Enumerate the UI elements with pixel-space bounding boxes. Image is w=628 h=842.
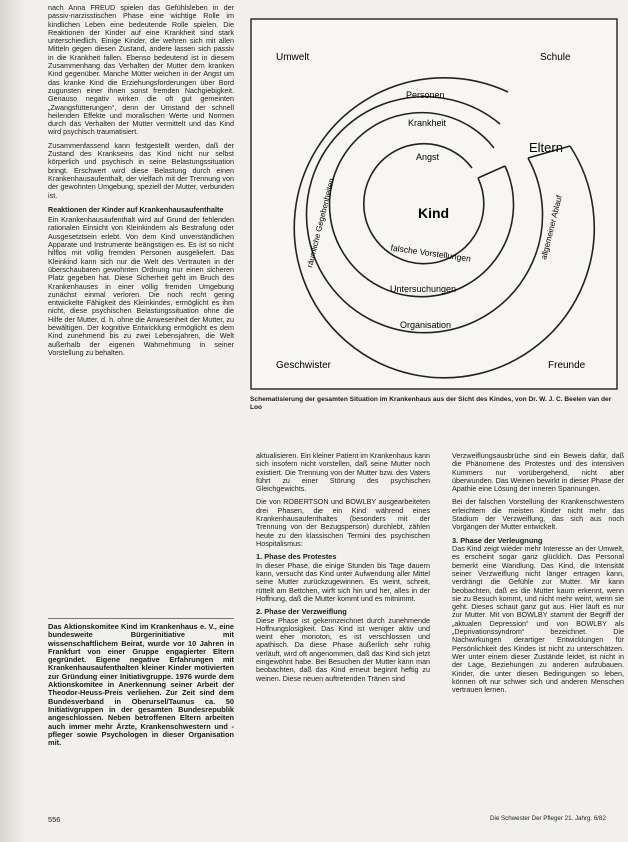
label-angst: Angst xyxy=(416,152,440,162)
heading-phase-verleugnung: 3. Phase der Verleugnung xyxy=(452,535,543,545)
label-kind: Kind xyxy=(418,205,450,221)
section-heading-reaktionen: Reaktionen der Kinder auf Krankenhausaufenthalte xyxy=(48,204,224,214)
heading-phase-protest: 1. Phase des Protestes xyxy=(256,552,337,562)
right-paragraph-2: Bei der falschen Vorstellung der Krankenschwestern erleichtern die meisten Kinder nicht mehr das Stadium der Verzweiflung, das sich aus noch Vorgängen der Mutter entwickelt. xyxy=(452,497,624,532)
left-paragraph-2: Zusammenfassend kann festgestellt werden, daß der Zustand des Krankseins das Kind nicht nur selbst körperlich und psychisch in seine Belastungssituation bringt. Erschwert wird diese Belastung durch einen Krankenhausaufenthalt, der vielfach mit der Trennung von der gewohnten Umgebung, speziell der Mutter, verbunden ist. xyxy=(48,140,234,200)
middle-paragraph-1: aktualisieren. Ein kleiner Patient im Krankenhaus kann sich insofern nicht vorstellen, daß seine Mutter noch existiert. Die Trennung von der Mutter bzw. des Vaters führt zu einer Störung des psychischen Gleichgewichts. xyxy=(256,451,430,494)
label-falsche-vorstellungen: falsche Vorstellungen xyxy=(390,242,472,264)
label-eltern: Eltern xyxy=(529,140,563,155)
left-text-column xyxy=(48,4,234,362)
middle-text-column xyxy=(256,452,430,688)
label-geschwister: Geschwister xyxy=(276,360,332,371)
middle-paragraph-2: Die von ROBERTSON und BOWLBY ausgearbeiteten drei Phasen, die ein Kind während eines Krankenhausaufenthaltes (besonders mit der Trennung von der Bezugsperson) durchlebt, zählen heute zu den klassischen Termini des psychischen Hospitalismus: xyxy=(256,497,430,548)
page-number: 556 xyxy=(48,815,61,824)
diagram-caption: Schematisierung der gesamten Situation im Krankenhaus aus der Sicht des Kindes, von Dr. W. J. C. Beelen van der Loo xyxy=(250,396,612,411)
krankenhaus-situation-diagram xyxy=(250,18,618,390)
label-personen: Personen xyxy=(406,90,445,100)
right-text-column xyxy=(452,452,624,699)
middle-paragraph-4: Diese Phase ist gekennzeichnet durch zunehmende Hoffnungslosigkeit. Das Kind ist weniger aktiv und weint eher monoton, es ist verschlossen und apathisch. Da diese Phase äußerlich sehr ruhig verläuft, wird oft angenommen, daß das Kind sich jetzt eingewöhnt habe. Bei Besuchen der Mutter kann man beobachten, daß das Kind erneut beginnt heftig zu weinen. Diese neuen auftretenden Tränen sind xyxy=(256,615,430,683)
label-raeumliche-gegebenheiten: räumliche Gegebenheiten xyxy=(305,177,337,269)
middle-paragraph-3: In dieser Phase, die einige Stunden bis Tage dauern kann, versucht das Kind unter Aufwendung aller Mittel seine Mutter zurückzugewinnen. Es weint, schreit, rüttelt am Bettchen, wirft sich hin und her, alles in der Hoffnung, daß die Mutter kommt und es mitnimmt. xyxy=(256,560,430,603)
label-untersuchungen: Untersuchungen xyxy=(390,284,457,294)
label-krankheit: Krankheit xyxy=(408,118,447,128)
left-paragraph-3: Ein Krankenhausaufenthalt wird auf Grund der fehlenden rationalen Einsicht von Kleinkindern als Bestrafung oder Ausgesetztsein erlebt. Von dem Kind unverständlichen Apparate und Instrumente beängstigen es. Es ist so nicht hilflos mit völlig fremden Personen ausgeliefert. Das Kleinkind kann sich nur die Welt des Vertrauten in der überschaubaren gewohnten Ordnung nur einen sicheren Platz gegeben hat. Diese Sicherheit geht im Bruch des Krankenhauses in einer völlig fremden Umgebung zunächst einmal verloren. Die noch recht gering entwickelte Fähigkeit des Kleinkindes, ermöglicht es ihm nicht, diese psychischen Belastungssituation ohne die Hilfe der Mutter, d. h. ohne die Anwesenheit der Mutter, zu bewältigen. Der kognitive Entwicklung ermöglicht es dem Kind zunehmend bis zu zwei Lebensjahren, die Welt außerhalb der eigenen Wahrnehmung in seiner Vorstellung zu behalten. xyxy=(48,215,234,357)
aktionskomitee-note: Das Aktionskomitee Kind im Krankenhaus e. V., eine bundesweite Bürgerinitiative mit wissenschaftlichem Beirat, wurde vor 10 Jahren in Frankfurt von einer Gruppe engagierter Eltern gegründet. Eigene negative Erfahrungen mit Krankenhausaufenthalten kleiner Kinder motivierten zur Gründung einer Initiativgruppe. 1976 wurde dem Aktionskomitee in Anerkennung seiner Arbeit der Theodor-Heuss-Preis verliehen. Zur Zeit sind dem Bundesverband in Oberursel/Taunus ca. 50 Initiativgruppen in der gesamten Bundesrepublik angeschlossen. Neben betroffenen Eltern arbeiten auch immer mehr Ärzte, Krankenschwestern und -pfleger sowie Psychologen in dieser Organisation mit. xyxy=(48,618,234,747)
journal-footer: Die Schwester Der Pfleger 21. Jahrg. 6/82 xyxy=(490,815,606,822)
label-allgemeiner-ablauf: allgemeiner Ablauf xyxy=(539,194,564,261)
right-paragraph-3: Das Kind zeigt wieder mehr Interesse an der Umwelt, es erscheint sogar ganz glücklich. Das Personal bemerkt eine Wandlung. Das Kind, die Intensität seiner Verzweiflung nicht länger ertragen kann, verdrängt die Gefühle zur Mutter. Mir kann beobachten, daß es die Mutter kaum erkennt, wenn sie zu Besuch kommt, und nicht mehr weint, wenn sie geht. Dieses schaut ganz gut aus. Hier läuft es nur zur Mutter. Mit von BOWLBY stammt der Begriff der „aktualen Depression“ und von BOWLBY als „Deprivationssyndrom“ bezeichnet. Die Nachwirkungen derartiger Entwicklungen für Persönlichkeit des Kindes ist nicht zu unterschätzen. Wer unter einem dieser Zustände leidet, ist nicht in der Lage, Beziehungen zu anderen aufzubauen. Kinder, die unter diesen Bedingungen so leben, können oft nur schwer sich und anderen Menschen vertrauen lernen. xyxy=(452,544,624,695)
heading-phase-verzweiflung: 2. Phase der Verzweiflung xyxy=(256,607,347,617)
label-freunde: Freunde xyxy=(548,360,586,371)
right-paragraph-1: Verzweiflungsausbrüche sind ein Beweis dafür, daß die Phänomene des Protestes und des intensiven Kummers nur vorübergehend, nicht aber überwunden. Das Weinen bewirkt in dieser Phase der Apathie eine Lösung der inneren Spannungen. xyxy=(452,451,624,494)
label-schule: Schule xyxy=(540,52,571,63)
label-umwelt: Umwelt xyxy=(276,52,310,63)
diagram-frame xyxy=(251,19,617,389)
label-organisation: Organisation xyxy=(400,320,452,330)
page-gutter-shadow xyxy=(0,0,26,842)
left-paragraph-1: nach Anna FREUD spielen das Gefühlsleben in der passiv-narzisstischen Phase eine wichtige Rolle im kindlichen Leben eine bedeutende Rolle spielen. Die Reaktionen der Kinder auf eine Krankheit sind stark unterschiedlich. Einige Kinder, die wehren sich mit allen Mitteln gegen diesen Zustand, andere lassen sich passiv in die Krankheit fallen. Ebenso bedeutend ist in diesem Zusammenhang das Verhalten der Mutter dem kranken Kind gegenüber. Manche Mütter weichen in der Angst um das kranke Kind die Erziehungsforderungen über Bord zugunsten einer ihnen sonst fremden Nachgiebigkeit. Genauso negativ wirken die oft gut gemeinten „Zwangsfütterungen“, denn der Umstand der schnell heilenden Effekte und moralischen Werte und Normen durch das Verhalten der Mutter vermittelt und das Kind wird psychisch traumatisiert. xyxy=(48,3,234,137)
